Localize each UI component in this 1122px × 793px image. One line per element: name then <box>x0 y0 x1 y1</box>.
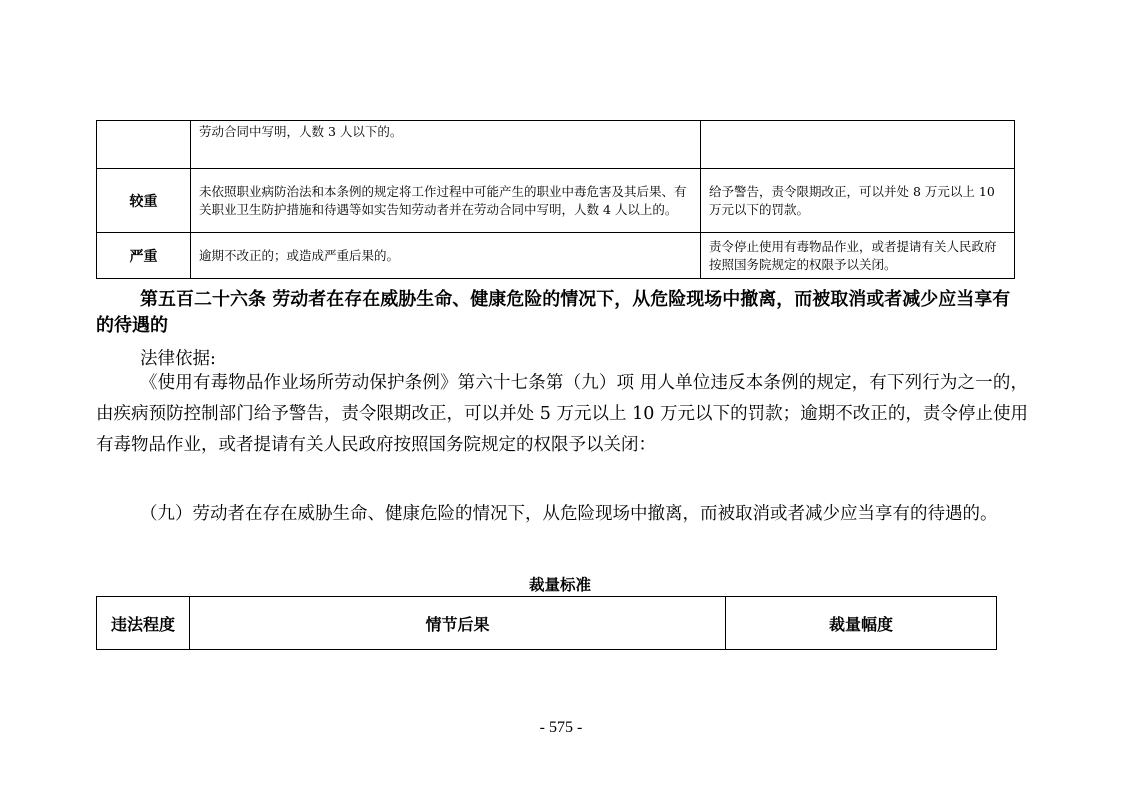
circumstance-cell: 未依照职业病防治法和本条例的规定将工作过程中可能产生的职业中毒危害及其后果、有关职业卫生防护措施和待遇等如实告知劳动者并在劳动合同中写明，人数 4 人以上的。 <box>191 169 701 233</box>
standard-table <box>96 596 997 650</box>
degree-cell: 较重 <box>97 169 191 233</box>
article-heading: 第五百二十六条 劳动者在存在威胁生命、健康危险的情况下，从危险现场中撤离，而被取消或者减少应当享有的待遇的 <box>96 289 1011 336</box>
header-circumstance: 情节后果 <box>190 597 726 650</box>
degree-cell: 严重 <box>97 233 191 279</box>
header-degree: 违法程度 <box>97 597 190 650</box>
legal-basis-label: 法律依据: <box>140 349 216 369</box>
range-cell <box>701 121 1015 169</box>
circumstance-cell: 劳动合同中写明，人数 3 人以下的。 <box>191 121 701 169</box>
table-header-row <box>97 597 997 650</box>
circumstance-cell: 逾期不改正的；或造成严重后果的。 <box>191 233 701 279</box>
degree-cell <box>97 121 191 169</box>
header-range: 裁量幅度 <box>726 597 997 650</box>
range-cell: 责令停止使用有毒物品作业，或者提请有关人民政府按照国务院规定的权限予以关闭。 <box>701 233 1015 279</box>
range-cell: 给予警告，责令限期改正，可以并处 8 万元以上 10 万元以下的罚款。 <box>701 169 1015 233</box>
item-nine-text: （九）劳动者在存在威胁生命、健康危险的情况下，从危险现场中撤离，而被取消或者减少应当享有的待遇的。 <box>140 504 998 524</box>
table-row <box>97 233 1015 279</box>
continued-penalty-table <box>96 120 1015 279</box>
page-number: - 575 - <box>539 719 583 736</box>
table-row <box>97 121 1015 169</box>
legal-basis-text: 《使用有毒物品作业场所劳动保护条例》第六十七条第（九）项 用人单位违反本条例的规定，有下列行为之一的，由疾病预防控制部门给予警告，责令限期改正，可以并处 5 万元以上 10 万元以下的罚款；逾期不改正的，责令停止使用有毒物品作业，或者提请有关人民政府按照国务院规定的权限予以关闭： <box>96 373 1028 455</box>
table-row <box>97 169 1015 233</box>
standard-title: 裁量标准 <box>528 576 591 594</box>
